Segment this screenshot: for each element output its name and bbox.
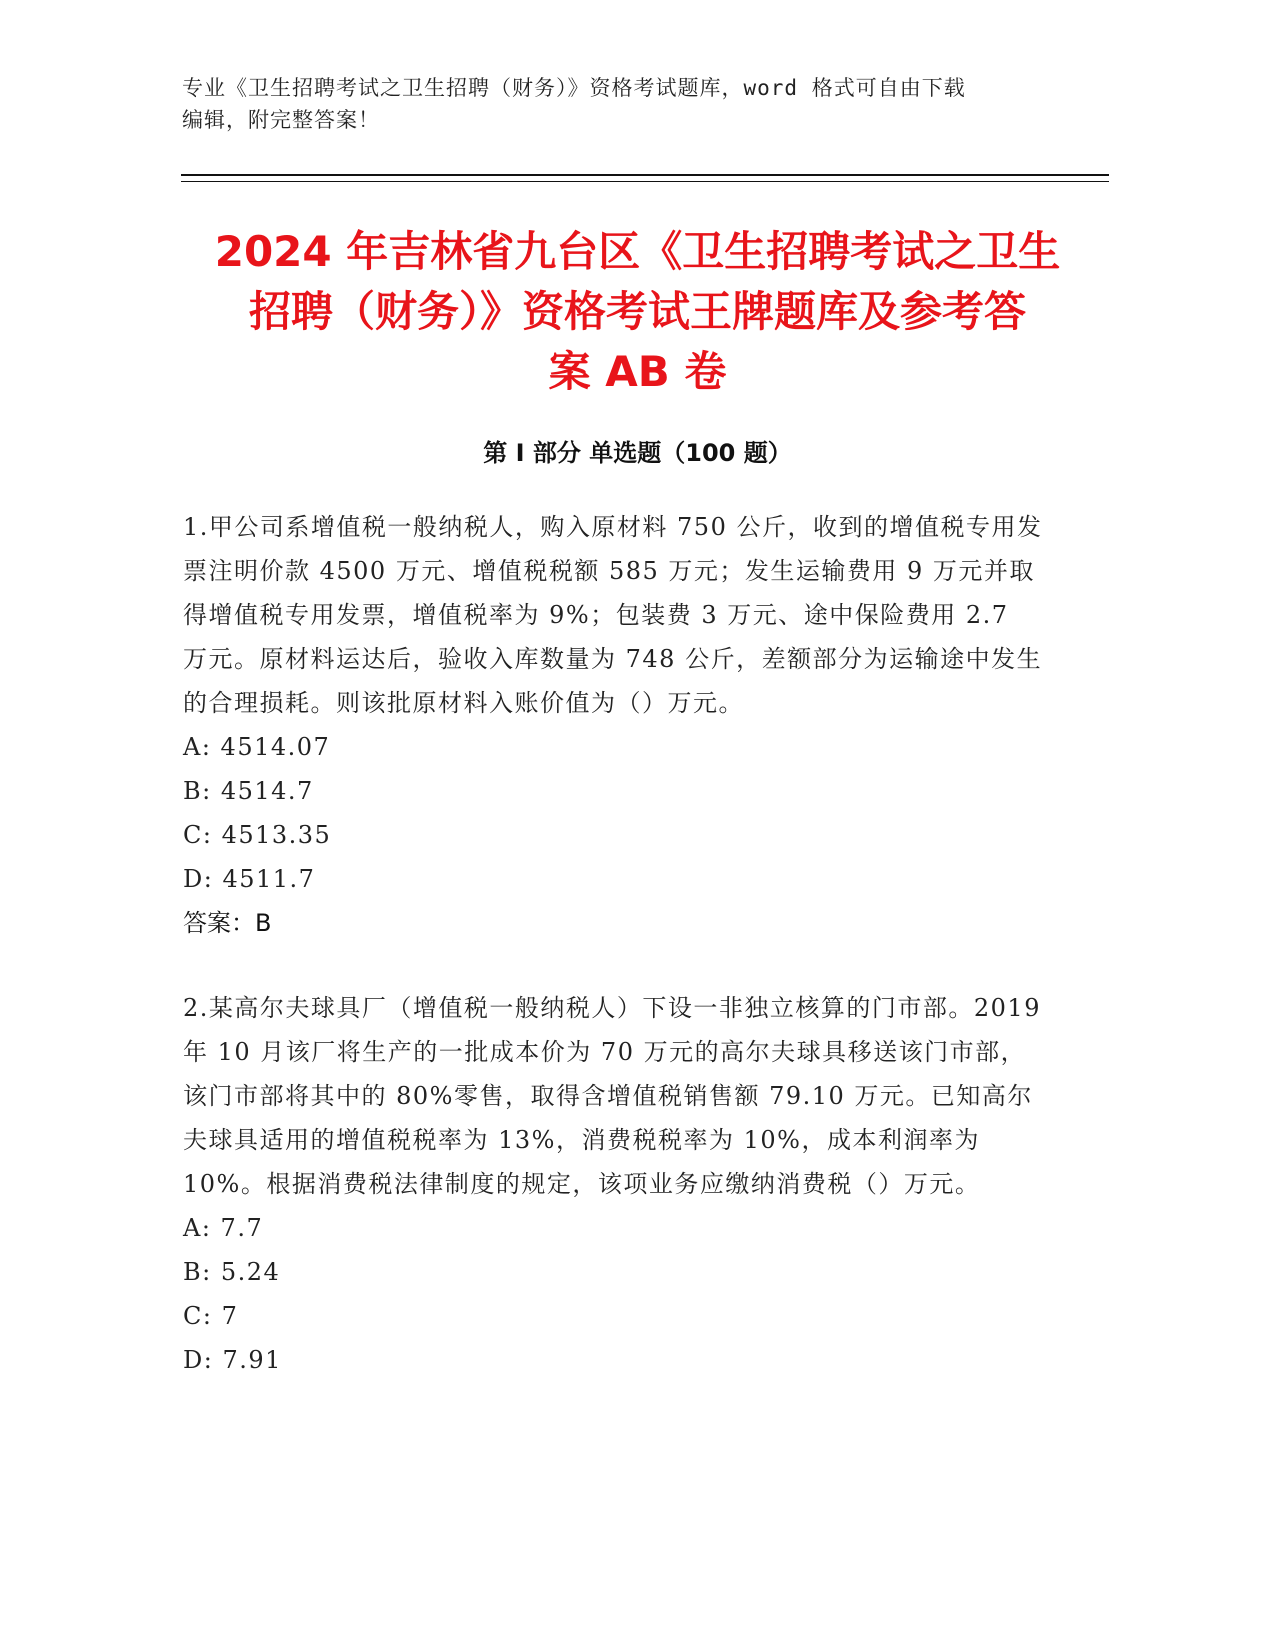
question-2-option-a: A: 7.7: [183, 1214, 264, 1242]
question-1-option-c: C: 4513.35: [183, 821, 332, 849]
question-1-option-a: A: 4514.07: [183, 733, 331, 761]
question-2-stem: 2.某高尔夫球具厂（增值税一般纳税人）下设一非独立核算的门市部。2019 年 10 月该厂将生产的一批成本价为 70 万元的高尔夫球具移送该门市部，该门市部将其中的 80%零售，取得含增值税销售额 79.10 万元。已知高尔夫球具适用的增值税税率为 13%，消费税税率为 10%，成本利润率为 10%。根据消费税法律制度的规定，该项业务应缴纳消费税（）万元。: [183, 994, 1041, 1198]
header-divider-thin: [181, 181, 1109, 182]
question-2-option-d: D: 7.91: [183, 1346, 282, 1374]
header-note-line-2: 编辑，附完整答案！: [182, 108, 380, 132]
question-1: [183, 505, 1043, 945]
document-title-line-2: 招聘（财务）》资格考试王牌题库及参考答: [248, 287, 1026, 336]
question-1-option-b: B: 4514.7: [183, 777, 314, 805]
document-title-line-1: 2024 年吉林省九台区《卫生招聘考试之卫生: [214, 227, 1061, 276]
header-divider-thick: [181, 174, 1109, 176]
document-title: [150, 222, 1125, 402]
document-title-line-3: 案 AB 卷: [548, 347, 727, 396]
question-1-option-d: D: 4511.7: [183, 865, 316, 893]
question-1-answer: 答案：B: [183, 909, 272, 937]
question-2-option-c: C: 7: [183, 1302, 239, 1330]
header-note-line-1: 专业《卫生招聘考试之卫生招聘（财务）》资格考试题库，word 格式可自由下载: [182, 76, 966, 100]
question-1-stem: 1.甲公司系增值税一般纳税人，购入原材料 750 公斤，收到的增值税专用发票注明价款 4500 万元、增值税税额 585 万元；发生运输费用 9 万元并取得增值税专用发票，增值税率为 9%；包装费 3 万元、途中保险费用 2.7 万元。原材料运达后，验收入库数量为 748 公斤，差额部分为运输途中发生的合理损耗。则该批原材料入账价值为（）万元。: [183, 513, 1043, 717]
section-title: 第 I 部分 单选题（100 题）: [483, 439, 792, 467]
header-note: [182, 72, 1062, 136]
question-2: [183, 986, 1043, 1382]
question-2-option-b: B: 5.24: [183, 1258, 281, 1286]
